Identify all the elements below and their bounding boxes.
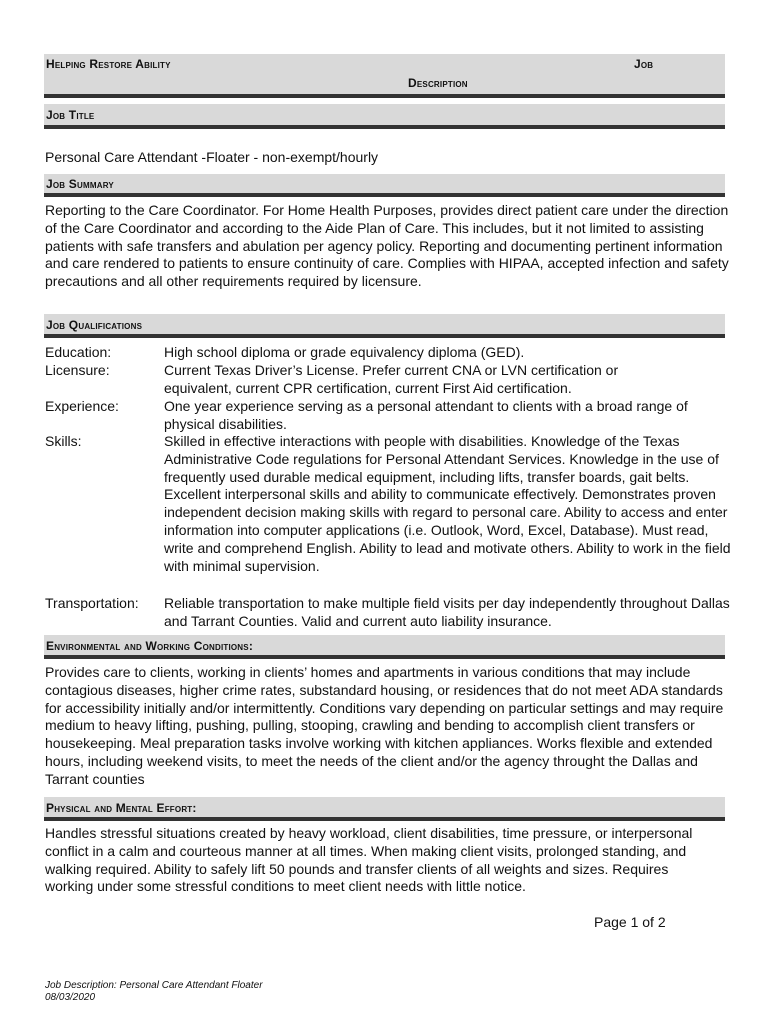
- job-summary-heading: Job Summary: [46, 177, 114, 191]
- physical-text: Handles stressful situations created by heavy workload, client disabilities, time pressure, or interpersonal conflict in a calm and courteous manner at all times. When making client visits, prolonged standing, and walking required. Ability to safely lift 50 pounds and transfer clients of all weights and sizes. Requires working under some stressful conditions to meet client needs with little notice.: [45, 825, 693, 895]
- header-right: Job: [634, 57, 654, 71]
- job-qualifications-heading-bar: [44, 314, 725, 338]
- qualification-label: Education:: [45, 344, 112, 360]
- job-title-heading-bar: [44, 104, 725, 129]
- qualification-label: Experience:: [45, 398, 119, 414]
- environment-text: Provides care to clients, working in clients’ homes and apartments in various conditions that may include contagious diseases, higher crime rates, substandard housing, or residences that do not meet ADA standards for accessibility initially and/or intermittently. Conditions vary depending on particular settings and may require medium to heavy lifting, pushing, pulling, stooping, crawling and bending to accomplish client transfers or housekeeping. Meal preparation tasks involve working with kitchen appliances. Works flexible and extended hours, including weekend visits, to meet the needs of the client and/or the agency throught the Dallas and Tarrant counties: [45, 664, 724, 787]
- qualification-value: High school diploma or grade equivalency diploma (GED).: [164, 344, 525, 360]
- qualification-value: Reliable transportation to make multiple field visits per day independently throughout Dallas and Tarrant Counties. Valid and current auto liability insurance.: [164, 595, 730, 629]
- qualification-value: Skilled in effective interactions with people with disabilities. Knowledge of the Texas Administrative Code regulations for Personal Attendant Services. Knowledge in the use of frequently used durable medical equipment, including lifts, transfer boards, gait belts. Excellent interpersonal skills and ability to communicate effectively. Demonstrates proven independent decision making skills with regard to personal care. Ability to access and enter information into computer applications (i.e. Outlook, Word, Excel, Database). Must read, write and comprehend English. Ability to lead and motivate others. Ability to work in the field with minimal supervision.: [164, 433, 731, 574]
- physical-heading: Physical and Mental Effort:: [46, 801, 197, 815]
- job-title-heading: Job Title: [46, 108, 95, 122]
- page-number: Page 1 of 2: [594, 914, 666, 930]
- qualification-label: Licensure:: [45, 362, 110, 378]
- qualification-label: Skills:: [45, 433, 82, 449]
- job-summary-heading-bar: [44, 174, 725, 197]
- job-qualifications-heading: Job Qualifications: [46, 318, 143, 332]
- qualification-value: One year experience serving as a personal attendant to clients with a broad range of physical disabilities.: [164, 398, 688, 432]
- physical-heading-bar: [44, 797, 725, 821]
- header-center: Description: [408, 76, 468, 90]
- footer-line-2: 08/03/2020: [45, 992, 96, 1003]
- header-bar: [44, 54, 725, 98]
- job-title-value: Personal Care Attendant -Floater - non-exempt/hourly: [45, 149, 379, 165]
- footer: [45, 980, 263, 1004]
- environment-heading: Environmental and Working Conditions:: [46, 639, 254, 653]
- qualification-label: Transportation:: [45, 595, 139, 611]
- environment-heading-bar: [44, 635, 725, 659]
- job-summary-text: Reporting to the Care Coordinator. For Home Health Purposes, provides direct patient care under the direction of the Care Coordinator and according to the Aide Plan of Care. This includes, but it not limited to assisting patients with safe transfers and abulation per agency policy. Reporting and documenting pertinent information and care rendered to patients to ensure continuity of care. Complies with HIPAA, accepted infection and safety precautions and all other requirements required by licensure.: [45, 202, 729, 290]
- footer-line-1: Job Description: Personal Care Attendant Floater: [45, 980, 263, 991]
- header-left: Helping Restore Ability: [46, 57, 171, 71]
- qualification-value: Current Texas Driver’s License. Prefer current CNA or LVN certification or equivalent, current CPR certification, current First Aid certification.: [164, 362, 619, 396]
